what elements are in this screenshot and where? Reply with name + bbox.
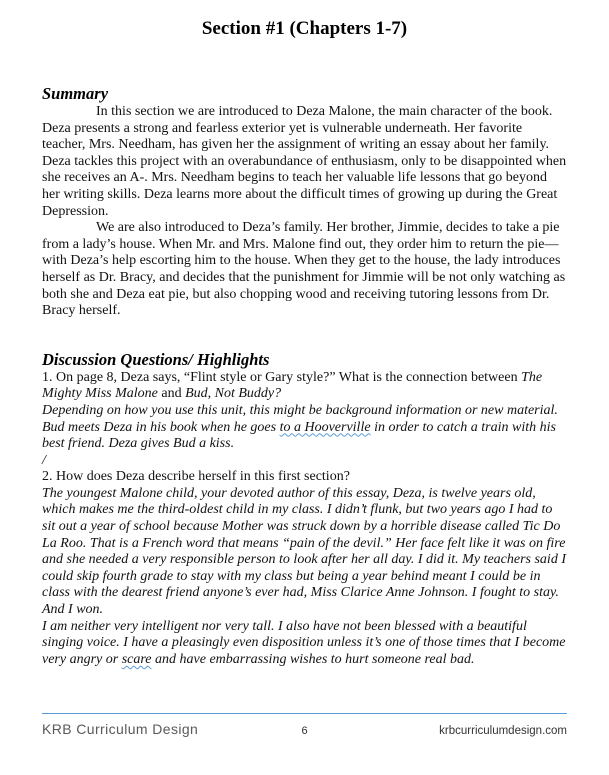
answer-3-text-after: and have embarrassing wishes to hurt someone real bad. [151,651,475,667]
answer-1-text-after: in order to catch a train with his best friend. Deza gives Bud a kiss. [42,419,556,452]
question-1-conjunction: and [157,386,186,402]
summary-paragraph-1: In this section we are introduced to Deza Malone, the main character of the book. Deza presents a strong and fearless exterior yet is vulnerable underneath. Her favorite teacher, Mrs. Needham, has given her the assignment of writing an essay about her family. Deza tackles this project with an overabundance of enthusiasm, only to be disappointed when she receives an A-. Mrs. Needham begins to teach her valuable life lessons that go beyond her writing skills. Deza learns more about the difficult times of growing up during the Great Depression. [42,104,567,219]
question-1-text: 1. On page 8, Deza says, “Flint style or Gary style?” What is the connection between [42,369,522,385]
answer-2: The youngest Malone child, your devoted author of this essay, Deza, is twelve years old, which makes me the third-oldest child in my class. I didn’t flunk, but two years ago I had to sit out a year of school because Mother was struck down by a horrible disease called Tic Do La Roo. That is a French word that means “pain of the devil.” Her face felt like it was on fire and she needed a very responsible person to look after her all day. I did it. My teachers said I could skip fourth grade to stay with my class but being a year behind meant I could be in class with the dearest friend anyone’s ever had, Miss Clarice Anne Johnson. I fought to stay. And I won. [42,485,566,618]
answer-1 [42,403,567,453]
document-content [42,84,567,668]
book-title-bud-not-buddy: Bud, Not Buddy? [185,386,282,402]
summary-heading: Summary [42,84,109,103]
page-footer [42,713,567,737]
question-2: 2. How does Deza describe herself in this first section? [42,469,350,485]
book-title-mighty-miss-malone: The Mighty Miss Malone [42,369,543,402]
summary-paragraph-2: We are also introduced to Deza’s family. Her brother, Jimmie, decides to take a pie from a lady’s house. When Mr. and Mrs. Malone find out, they order him to return the pie—with Deza’s help escorting him to the house. When they get to the house, the lady introduces herself as Dr. Bracy, and decides that the punishment for Jimmie will be not only watching as both she and Deza eat pie, but also chopping wood and receiving tutoring lessons from Dr. Bracy herself. [42,220,566,319]
discussion-heading: Discussion Questions/ Highlights [42,349,270,369]
question-1 [42,370,567,403]
footer-page-number: 6 [301,725,308,737]
footer-website: krbcurriculumdesign.com [439,725,567,737]
grammar-flagged-phrase: to a Hooverville [279,419,371,435]
answer-1-text-before: Depending on how you use this unit, this might be background information or new material. Bud meets Deza in his book when he goes [42,402,558,435]
footer-brand: KRB Curriculum Design [42,721,199,737]
answer-3 [42,619,567,669]
answer-3-text-before: I am neither very intelligent nor very tall. I also have not been blessed with a beautiful singing voice. I have a pleasingly even disposition unless it’s one of those times that I become very angry or [42,618,566,667]
stray-slash: / [42,452,46,468]
grammar-flagged-word: scare [121,651,152,667]
document-title: Section #1 (Chapters 1-7) [201,18,408,39]
